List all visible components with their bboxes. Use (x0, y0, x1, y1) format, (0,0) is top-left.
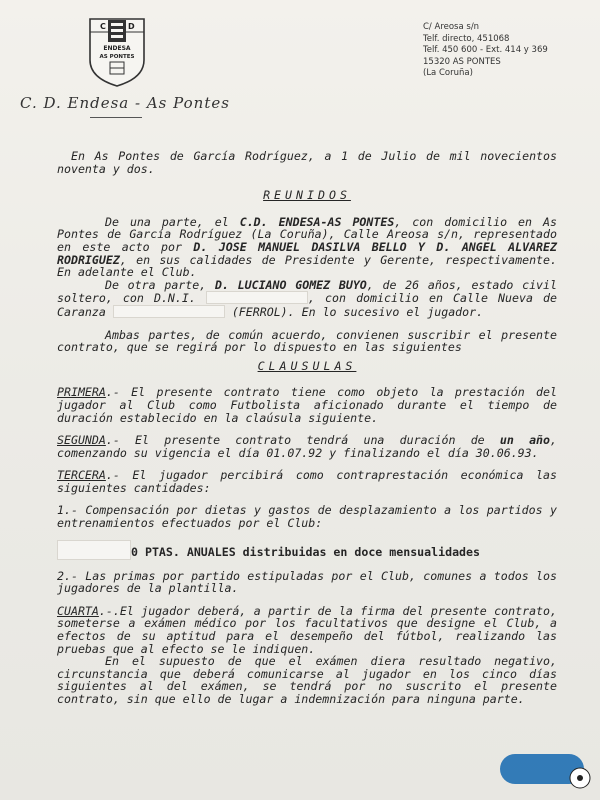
address-line: Telf. directo, 451068 (423, 33, 510, 44)
crest-letter-d: D (128, 22, 135, 31)
redacted-field (57, 540, 131, 560)
heading-reunidos: REUNIDOS (263, 188, 351, 203)
address-line: 15320 AS PONTES (423, 56, 501, 67)
clause-tercera-item-2: 2.- Las primas por partido estipuladas por el Club, comunes a todos los jugadores de la plantilla. (57, 568, 557, 596)
clause-cuarta: CUARTA.-.El jugador deberá, a partir de la firma del presente contrato, someterse a exámen médico por los facultativos que designe el Club, a efectos de su aptitud para el desempeño del fútbol, realizando las pruebas que al efecto se le indiquen. (57, 603, 557, 656)
address-line: (La Coruña) (423, 68, 473, 78)
club-address (423, 22, 548, 80)
watermark-logo (498, 748, 594, 792)
club-name-script: C. D. Endesa - As Pontes (20, 94, 230, 112)
redacted-field (113, 305, 225, 318)
clause-tercera: TERCERA.- El jugador percibirá como contraprestación económica las siguientes cantidades: (57, 468, 557, 495)
divider (90, 117, 142, 118)
annual-amount: 0 PTAS. ANUALES distribuidas en doce mensualidades (57, 540, 557, 560)
crest-letter-c: C (100, 22, 106, 31)
clause-cuarta-continued: En el supuesto de que el exámen diera resultado negativo, circunstancia que deberá comunicarse al jugador en los cinco días siguientes al del exámen, se tendrá por no suscrito el presente contrato, sin que ello de lugar a indemnización para ninguna parte. (57, 654, 557, 706)
heading-clausulas: CLAUSULAS (257, 358, 357, 373)
opening-line: En As Pontes de García Rodríguez, a 1 de Julio de mil novecientos noventa y dos. (57, 149, 557, 176)
crest-word-top: ENDESA (103, 45, 131, 52)
clause-segunda: SEGUNDA.- El presente contrato tendrá una duración de un año, comenzando su vigencia el día 01.07.92 y finalizando el día 30.06.93. (57, 433, 557, 460)
address-line: C/ Areosa s/n (423, 22, 480, 32)
agreement-paragraph: Ambas partes, de común acuerdo, convienen suscribir el presente contrato, que se regirá por lo dispuesto en las siguientes (57, 327, 557, 355)
club-crest-logo (86, 16, 148, 88)
redacted-field (206, 291, 308, 304)
clause-primera: PRIMERA.- El presente contrato tiene como objeto la prestación del jugador al Club como Futbolista aficionado durante el tiempo de duración establecido en la claúsula siguiente. (57, 385, 557, 425)
parties-paragraph-1: De una parte, el C.D. ENDESA-AS PONTES, con domicilio en As Pontes de García Rodríguez (La Coruña), Calle Areosa s/n, representado en este acto por D. JOSE MANUEL DASILVA BELLO Y D. ANGEL ALVAREZ RODRIGUEZ, en sus calidades de Presidente y Gerente, respectivamente. En adelante el Club. (57, 214, 557, 280)
address-line: Telf. 450 600 - Ext. 414 y 369 (423, 45, 548, 55)
clause-tercera-item-1: 1.- Compensación por dietas y gastos de desplazamiento a los partidos y entrenamientos efectuados por el Club: (57, 503, 557, 531)
contract-body (57, 150, 557, 706)
crest-word-bottom: AS PONTES (99, 54, 135, 60)
parties-paragraph-2: De otra parte, D. LUCIANO GOMEZ BUYO, de 26 años, estado civil soltero, con D.N.I. , con domicilio en Calle Nueva de Caranza (FERROL). En lo sucesivo el jugador. (57, 277, 557, 319)
